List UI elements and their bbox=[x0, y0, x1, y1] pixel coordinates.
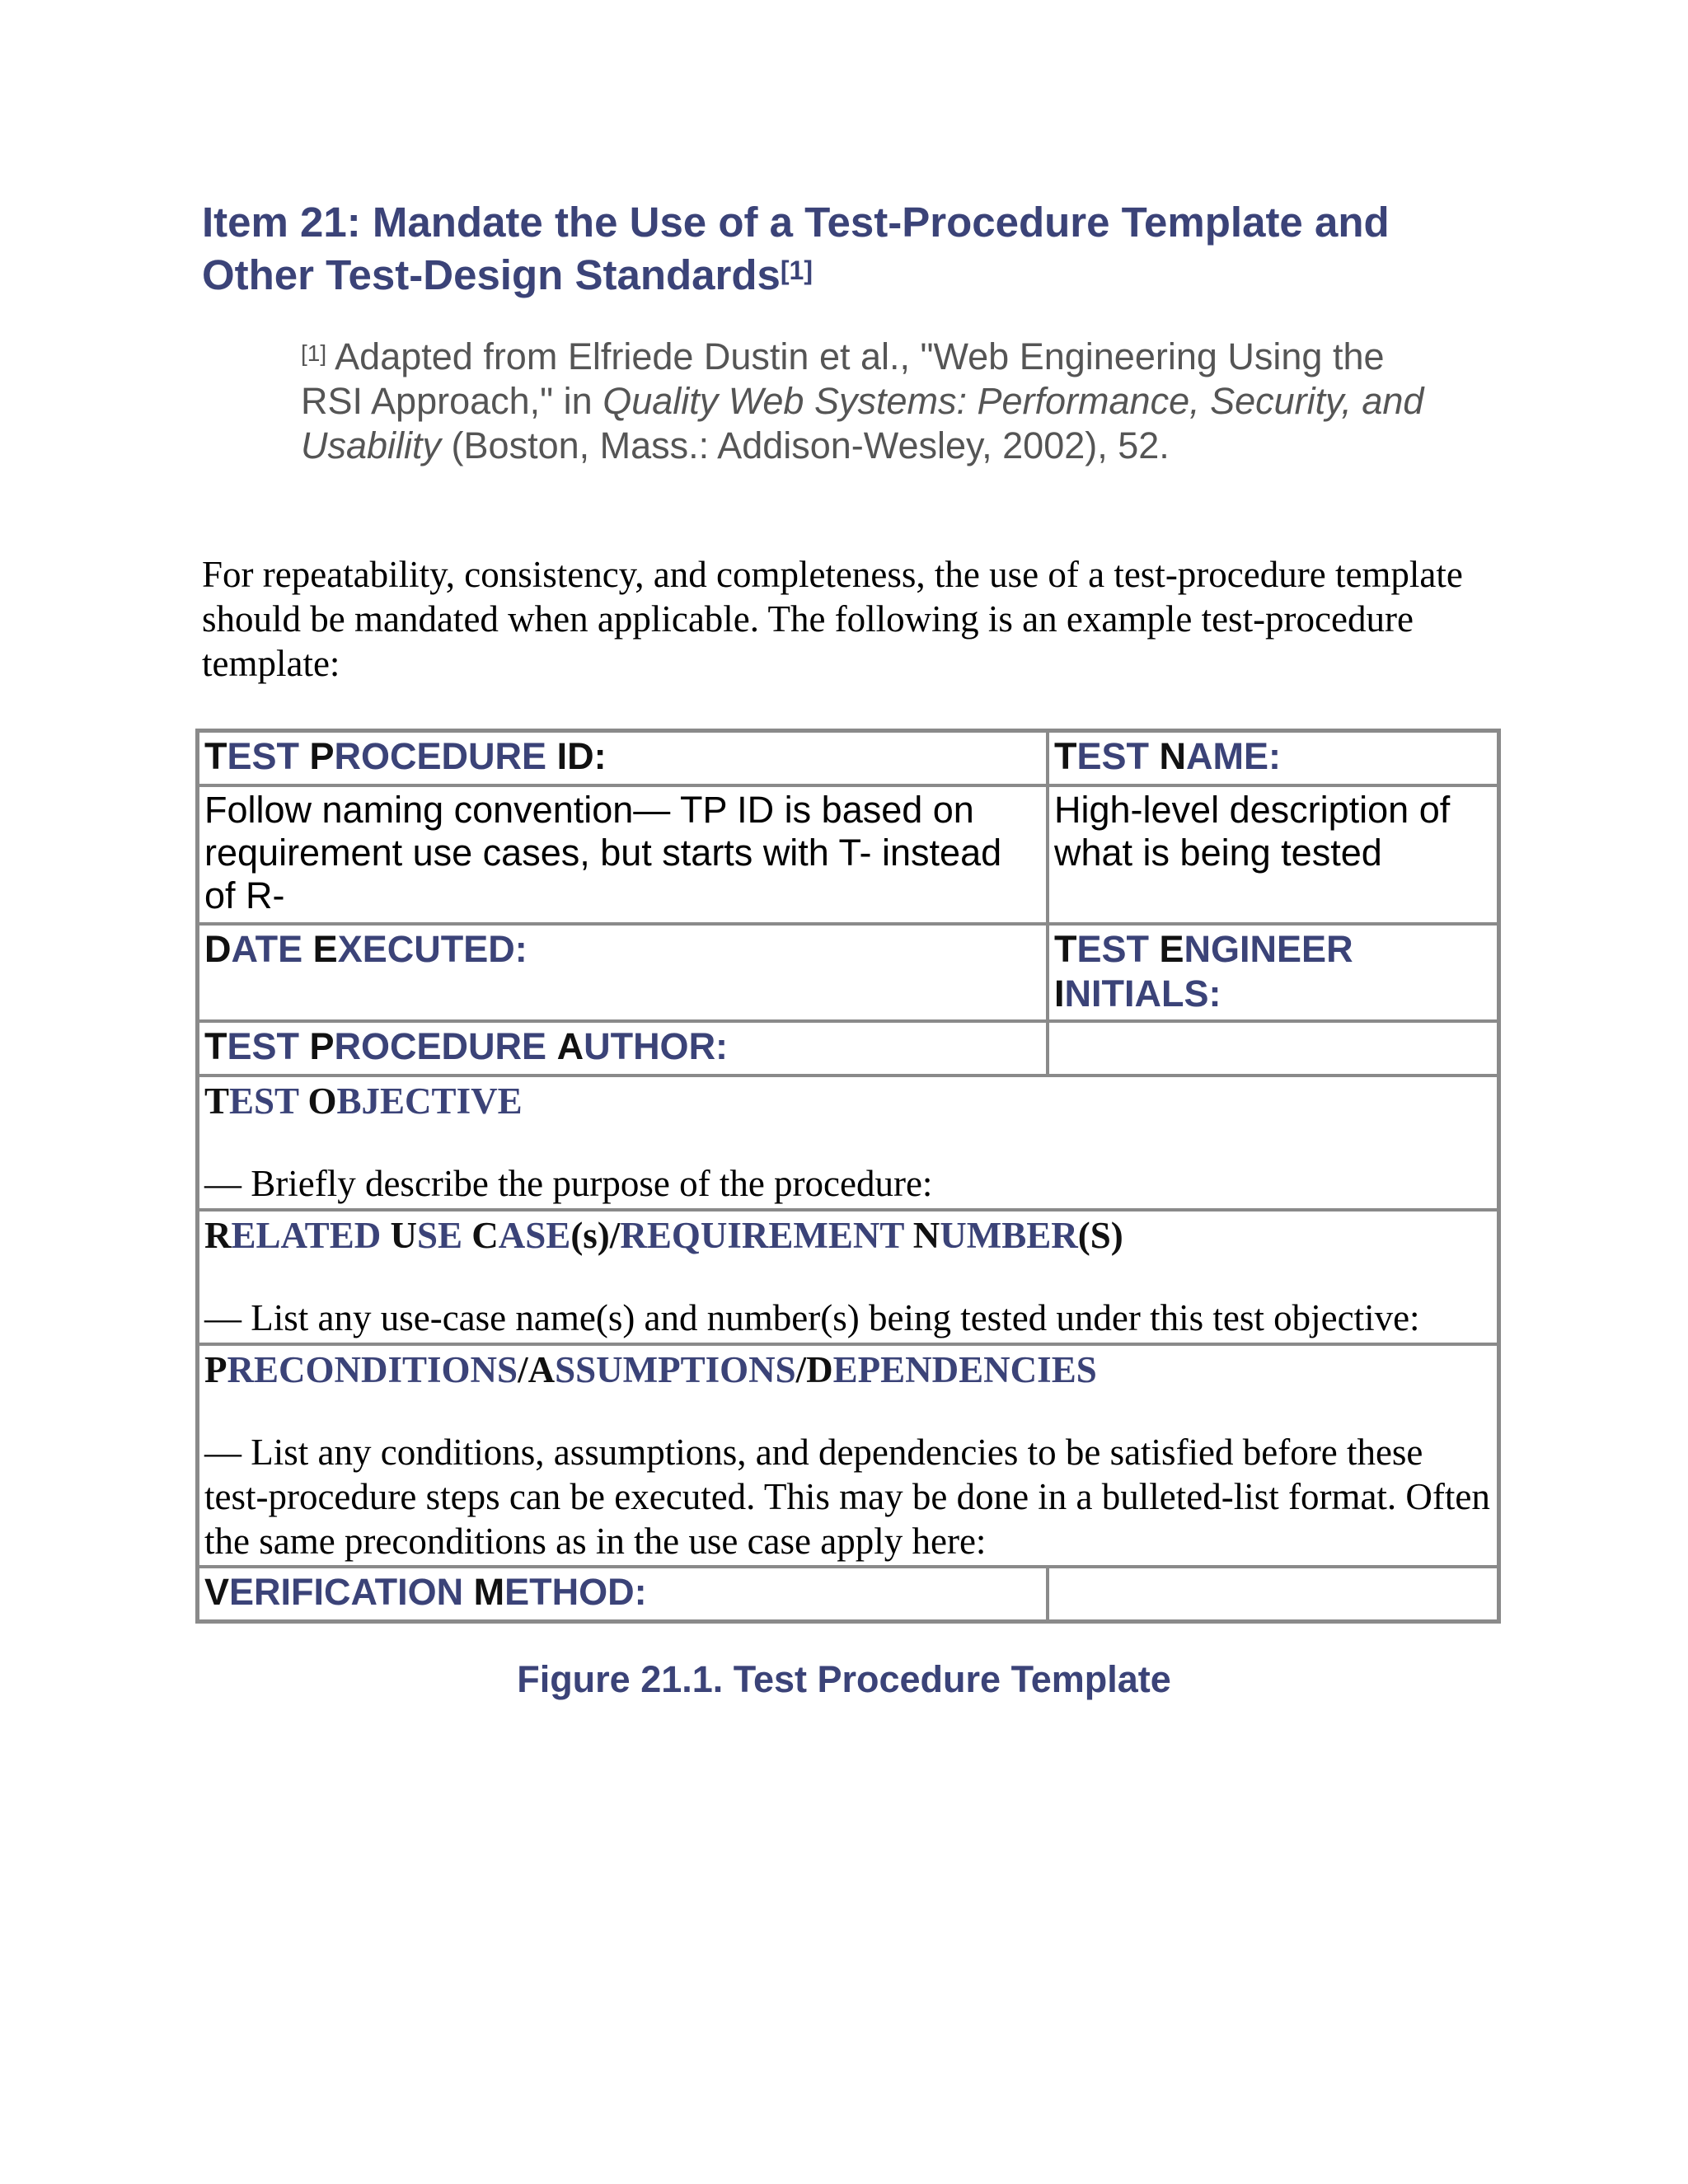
test-procedure-template-table bbox=[195, 729, 1501, 1624]
footnote-marker: [1] bbox=[301, 340, 327, 366]
test-procedure-id-label-cell bbox=[198, 731, 1048, 785]
test-name-label: TEST NAME: bbox=[1054, 735, 1282, 777]
date-executed-label: DATE EXECUTED: bbox=[204, 928, 528, 970]
verification-method-label: VERIFICATION METHOD: bbox=[204, 1571, 647, 1613]
test-engineer-initials-label: TEST ENGINEER INITIALS: bbox=[1054, 928, 1353, 1015]
test-name-value: High-level description of what is being tested bbox=[1054, 789, 1451, 874]
table-row bbox=[198, 1076, 1498, 1210]
test-procedure-author-label: TEST PROCEDURE AUTHOR: bbox=[204, 1025, 729, 1067]
table-row bbox=[198, 924, 1498, 1021]
heading-text: Item 21: Mandate the Use of a Test-Procedure Template and Other Test-Design Standards bbox=[202, 199, 1390, 298]
date-executed-cell bbox=[198, 924, 1048, 1021]
test-name-label-cell bbox=[1048, 731, 1498, 785]
related-use-cases-label: RELATED USE CASE(s)/REQUIREMENT NUMBER(S) bbox=[204, 1215, 1123, 1256]
table-row bbox=[198, 1021, 1498, 1076]
verification-method-value-cell bbox=[1048, 1567, 1498, 1621]
test-objective-value: — Briefly describe the purpose of the procedure: bbox=[204, 1163, 933, 1204]
test-objective-cell bbox=[198, 1076, 1498, 1210]
test-name-value-cell bbox=[1048, 785, 1498, 924]
related-use-cases-value: — List any use-case name(s) and number(s) being tested under this test objective: bbox=[204, 1297, 1420, 1338]
preconditions-cell bbox=[198, 1344, 1498, 1567]
figure-caption: Figure 21.1. Test Procedure Template bbox=[517, 1658, 1171, 1700]
preconditions-label: PRECONDITIONS/ASSUMPTIONS/DEPENDENCIES bbox=[204, 1349, 1097, 1390]
table-row bbox=[198, 731, 1498, 785]
related-use-cases-cell bbox=[198, 1210, 1498, 1344]
section-heading bbox=[202, 196, 1504, 302]
test-engineer-initials-cell bbox=[1048, 924, 1498, 1021]
preconditions-value: — List any conditions, assumptions, and dependencies to be satisfied before these test-procedure steps can be executed. This may be done in a bulleted-list format. Often the same preconditions as in the use case apply here: bbox=[204, 1432, 1490, 1562]
table-row bbox=[198, 1210, 1498, 1344]
test-procedure-author-cell bbox=[198, 1021, 1048, 1076]
footnote-text-after: (Boston, Mass.: Addison-Wesley, 2002), 52. bbox=[441, 424, 1170, 466]
heading-footnote-ref[interactable]: [1] bbox=[780, 255, 813, 285]
test-objective-label: TEST OBJECTIVE bbox=[204, 1080, 523, 1122]
footnote-book-title: Quality Web Systems: Performance, Security, and Usability bbox=[301, 380, 1424, 466]
table-row bbox=[198, 785, 1498, 924]
test-procedure-author-value-cell bbox=[1048, 1021, 1498, 1076]
verification-method-cell bbox=[198, 1567, 1048, 1621]
test-procedure-id-label: TEST PROCEDURE ID: bbox=[204, 735, 607, 777]
test-procedure-id-value: Follow naming convention— TP ID is based on requirement use cases, but starts with T- instead of R- bbox=[204, 789, 1002, 916]
footnote bbox=[301, 335, 1455, 468]
intro-paragraph: For repeatability, consistency, and completeness, the use of a test-procedure template should be mandated when applicable. The following is an example test-procedure template: bbox=[202, 554, 1463, 684]
table-row bbox=[198, 1344, 1498, 1567]
test-procedure-id-value-cell bbox=[198, 785, 1048, 924]
table-row bbox=[198, 1567, 1498, 1621]
footnote-text-before: Adapted from Elfriede Dustin et al., "Web Engineering Using the RSI Approach," in bbox=[301, 335, 1385, 422]
